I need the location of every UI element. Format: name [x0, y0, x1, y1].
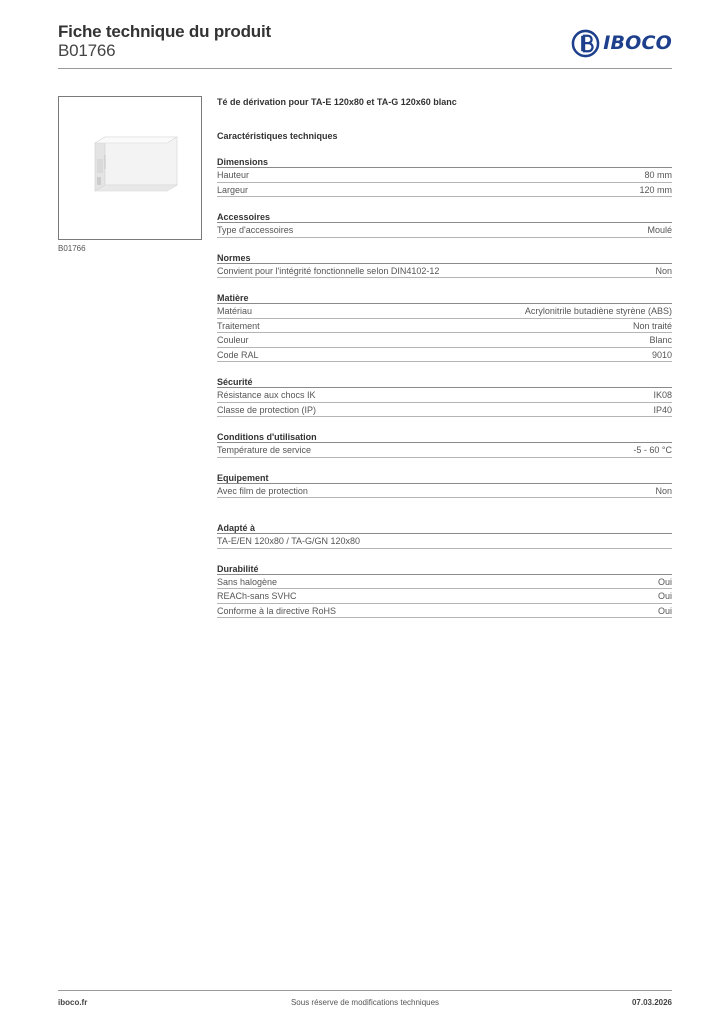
spec-label: Convient pour l'intégrité fonctionnelle selon DIN4102-12 [217, 265, 440, 276]
spec-section-adapte [217, 522, 672, 549]
spec-value: IP40 [653, 404, 672, 415]
spec-content [217, 96, 672, 618]
spec-label: Traitement [217, 320, 260, 331]
spec-value: Oui [657, 591, 672, 601]
spec-section-securite [217, 376, 672, 417]
website-link[interactable]: iboco.fr [58, 998, 88, 1007]
spec-label: Hauteur [217, 170, 250, 180]
spec-row [217, 403, 672, 418]
section-title: Equipement [217, 472, 672, 484]
spec-section-dimensions [217, 156, 672, 197]
spec-section-matiere [217, 292, 672, 362]
spec-label: REACh-sans SVHC [217, 591, 297, 601]
spec-value: -5 - 60 °C [633, 445, 672, 455]
product-image [58, 96, 202, 240]
spec-value: Moulé [647, 225, 672, 235]
section-title: Accessoires [217, 211, 672, 223]
page-footer [58, 998, 672, 1010]
spec-row [217, 183, 672, 198]
spec-section-normes [217, 252, 672, 279]
spec-label: Type d'accessoires [217, 225, 294, 235]
spec-row [217, 333, 672, 348]
footer-divider [58, 990, 672, 991]
spec-value: Non [655, 485, 672, 496]
spec-label: Matériau [217, 306, 253, 316]
spec-value: Non traité [632, 320, 672, 331]
spec-row [217, 264, 672, 279]
section-title: Dimensions [217, 156, 672, 168]
spec-label: TA-E/EN 120x80 / TA-G/GN 120x80 [217, 536, 361, 546]
section-title: Sécurité [217, 376, 672, 388]
spec-row [217, 348, 672, 363]
brand-logo[interactable] [571, 28, 672, 58]
spec-row [217, 534, 672, 549]
spec-value: 9010 [651, 349, 672, 360]
spec-row [217, 575, 672, 590]
section-title: Adapté à [217, 522, 672, 534]
spec-value: 120 mm [639, 184, 672, 195]
spec-row [217, 484, 672, 499]
product-name: Té de dérivation pour TA-E 120x80 et TA-G 120x60 blanc [217, 97, 457, 107]
spec-label: Couleur [217, 335, 249, 345]
spec-section-equipement [217, 472, 672, 499]
page-header [58, 20, 672, 68]
spec-label: Sans halogène [217, 576, 278, 587]
document-title: Fiche technique du produit [58, 22, 271, 41]
section-title: Matière [217, 292, 672, 304]
spec-value: Blanc [649, 335, 672, 345]
spec-section-durabilite [217, 563, 672, 619]
spec-row [217, 443, 672, 458]
spec-section-conditions [217, 431, 672, 458]
spec-row [217, 319, 672, 334]
spec-value: Oui [657, 605, 672, 616]
image-caption: B01766 [58, 244, 86, 253]
spec-value: Oui [657, 576, 672, 587]
spec-label: Code RAL [217, 349, 259, 360]
spec-row [217, 589, 672, 604]
logo-mark-icon [571, 29, 600, 58]
product-reference: B01766 [58, 41, 116, 60]
spec-value: 80 mm [644, 170, 672, 180]
spec-value: Non [655, 265, 672, 276]
spec-label: Résistance aux chocs IK [217, 390, 316, 400]
spec-label: Conforme à la directive RoHS [217, 605, 337, 616]
spec-section-accessoires [217, 211, 672, 238]
section-title: Conditions d'utilisation [217, 431, 672, 443]
footer-date: 07.03.2026 [631, 998, 672, 1007]
section-title: Normes [217, 252, 672, 264]
characteristics-heading: Caractéristiques techniques [217, 131, 338, 141]
section-title: Durabilité [217, 563, 672, 575]
footer-notice: Sous réserve de modifications techniques [290, 998, 440, 1007]
spec-label: Avec film de protection [217, 485, 308, 496]
spec-label: Largeur [217, 184, 249, 195]
spec-row [217, 604, 672, 619]
spec-row [217, 304, 672, 319]
spec-value: IK08 [653, 390, 672, 400]
spec-row [217, 388, 672, 403]
spec-row [217, 223, 672, 238]
header-divider [58, 68, 672, 69]
brand-wordmark: IBOCO [603, 32, 672, 54]
spec-row [217, 168, 672, 183]
spec-value: Acrylonitrile butadiène styrène (ABS) [524, 306, 672, 316]
spec-label: Classe de protection (IP) [217, 404, 317, 415]
product-illustration [59, 97, 201, 239]
spec-label: Température de service [217, 445, 312, 455]
